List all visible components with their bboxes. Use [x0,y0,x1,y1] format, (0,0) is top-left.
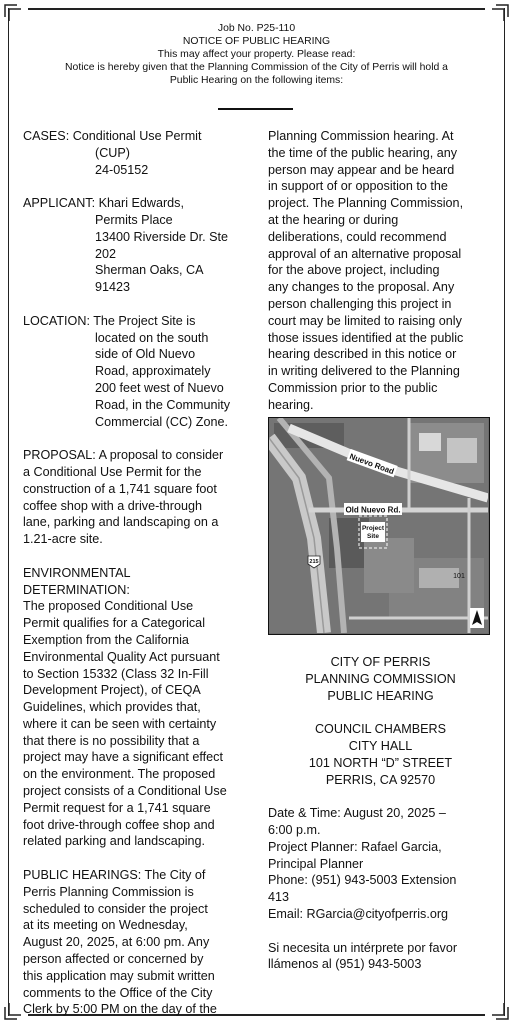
nuevo-road-text: Nuevo Road [348,451,396,477]
cases-label: CASES: Conditional Use Permit [23,129,202,143]
environmental-line: Development Project), of CEQA [23,683,201,698]
notice-intro: Notice is hereby given that the Planning Commission of the City of Perris will hold a [65,62,448,73]
proposal-line: construction of a 1,741 square foot [23,481,217,496]
job-number: Job No. P25-110 [217,23,296,34]
environmental-line: The proposed Conditional Use [23,599,194,614]
environmental-line: project may have a significant effect [23,750,223,765]
location-line: 200 feet west of Nuevo [95,380,224,395]
city-line: CITY OF PERRIS [330,655,431,669]
aerial-location-map [268,417,490,635]
environmental-line: Guidelines, which provides that, [23,700,201,715]
continued-line: hearing. [268,397,314,412]
applicant-line: 202 [95,246,117,261]
contact-line: Phone: (951) 943-5003 Extension [268,873,457,888]
contact-line: 413 [268,890,290,905]
continued-line: Commission prior to the public [268,380,438,395]
hearings-line: comments to the Office of the City [23,985,213,1000]
contact-line: Date & Time: August 20, 2025 – [268,806,446,821]
continued-line: deliberations, could recommend [268,229,447,244]
proposal-line: a Conditional Use Permit for the [23,464,202,479]
continued-line: project. The Planning Commission, [268,196,464,211]
environmental-line: where it can be seen with certainty [23,716,217,731]
email-address: Email: RGarcia@cityofperris.org [268,906,449,921]
continued-line: person challenging this project in [268,296,452,311]
environmental-line: project consists of a Conditional Use [23,784,227,799]
right-column [268,128,493,414]
proposal-line: PROPOSAL: A proposal to consider [23,448,224,463]
environmental-line: ENVIRONMENTAL [23,565,131,580]
spanish-line: Si necesita un intérprete por favor [268,940,458,955]
venue-address [268,721,493,788]
proposal-section [23,447,259,548]
freeway-number: 215 [309,559,319,565]
cases-line: (CUP) [95,145,130,160]
venue-line: PERRIS, CA 92570 [325,772,436,787]
venue-line: COUNCIL CHAMBERS [314,722,447,737]
applicant-label: APPLICANT: Khari Edwards, [23,196,184,211]
project-site-label: Site [367,533,379,540]
hearings-line: person affected or concerned by [23,952,204,967]
venue-line: CITY HALL [348,738,413,753]
environmental-line: to Section 15332 (Class 32 In-Fill [23,666,209,681]
city-heading [268,654,493,704]
hearings-line: PUBLIC HEARINGS: The City of [23,868,206,883]
environmental-line: DETERMINATION: [23,582,130,597]
applicant-line: 13400 Riverside Dr. Ste [95,229,229,244]
location-line: side of Old Nuevo [95,347,196,362]
notice-title: NOTICE OF PUBLIC HEARING [182,36,331,47]
continued-line: Planning Commission hearing. At [268,129,454,143]
contact-block [268,654,493,973]
continued-line: for the above project, including [268,263,440,278]
continued-line: person may appear and be heard [268,162,455,177]
environmental-section [23,565,259,851]
hearings-section [23,867,259,1018]
venue-line: 101 NORTH “D” STREET [308,755,453,770]
continued-line: hearing described in this notice or [268,347,457,362]
applicant-section [23,195,259,296]
location-line: Commercial (CC) Zone. [95,414,228,429]
corner-ornament-icon [2,1002,22,1022]
environmental-line: related parking and landscaping. [23,834,206,849]
corner-ornament-icon [491,2,511,22]
hearing-continued-section [268,128,493,414]
corner-ornament-icon [491,1002,511,1022]
continued-line: in support of or opposition to the [268,179,448,194]
continued-line: any changes to the proposal. Any [268,280,455,295]
continued-line: those issues identified at the public [268,330,464,345]
route-number: 101 [453,573,465,580]
proposal-line: lane, parking and landscaping on a [23,515,219,530]
applicant-line: Permits Place [95,212,173,227]
location-line: Road, approximately [95,364,211,379]
environmental-line: that there is no possibility that a [23,733,200,748]
hearings-line: at its meeting on Wednesday, [23,918,188,933]
location-section [23,313,259,431]
hearings-line: Perris Planning Commission is [23,884,194,899]
continued-line: in writing delivered to the Planning [268,364,460,379]
hearings-line: August 20, 2025, at 6:00 pm. Any [23,935,210,950]
cases-section [23,128,259,178]
proposal-line: coffee shop with a drive-through [23,498,202,513]
contact-line: Project Planner: Rafael Garcia, [268,839,442,854]
continued-line: court may be limited to raising only [268,313,462,328]
header-divider [218,108,293,110]
applicant-line: 91423 [95,280,131,295]
location-line: located on the south [95,330,209,345]
spanish-line: llámenos al (951) 943-5003 [268,957,422,972]
top-border [28,8,485,10]
contact-line: Principal Planner [268,856,364,871]
cases-line: 24-05152 [95,162,149,177]
project-site-label: Project [361,525,385,532]
city-line: PUBLIC HEARING [327,688,434,703]
contact-line: 6:00 p.m. [268,822,321,837]
old-nuevo-road-label: Old Nuevo Rd. [345,505,401,515]
hearings-line: scheduled to consider the project [23,901,208,916]
proposal-line: 1.21-acre site. [23,532,103,547]
hearings-line: Clerk by 5:00 PM on the day of the [23,1002,217,1017]
notice-intro: Public Hearing on the following items: [169,75,344,86]
location-line: Road, in the Community [95,397,231,412]
city-line: PLANNING COMMISSION [305,671,456,686]
applicant-line: Sherman Oaks, CA [95,263,204,278]
environmental-line: Permit request for a 1,741 square [23,800,211,815]
continued-line: at the hearing or during [268,212,399,227]
hearings-line: this application may submit written [23,968,215,983]
corner-ornament-icon [2,2,22,22]
location-label: LOCATION: The Project Site is [23,313,196,328]
environmental-line: Exemption from the California [23,632,189,647]
continued-line: the time of the public hearing, any [268,145,458,160]
environmental-line: on the environment. The proposed [23,767,216,782]
environmental-line: Permit qualifies for a Categorical [23,616,205,631]
spanish-interpreter-note [268,940,493,974]
notice-warning: This may affect your property. Please read: [157,49,356,60]
contact-details [268,805,493,923]
notice-header [0,22,513,87]
left-column [23,128,259,1035]
continued-line: approval of an alternative proposal [268,246,462,261]
environmental-line: Environmental Quality Act pursuant [23,649,220,664]
environmental-line: foot drive-through coffee shop and [23,817,215,832]
